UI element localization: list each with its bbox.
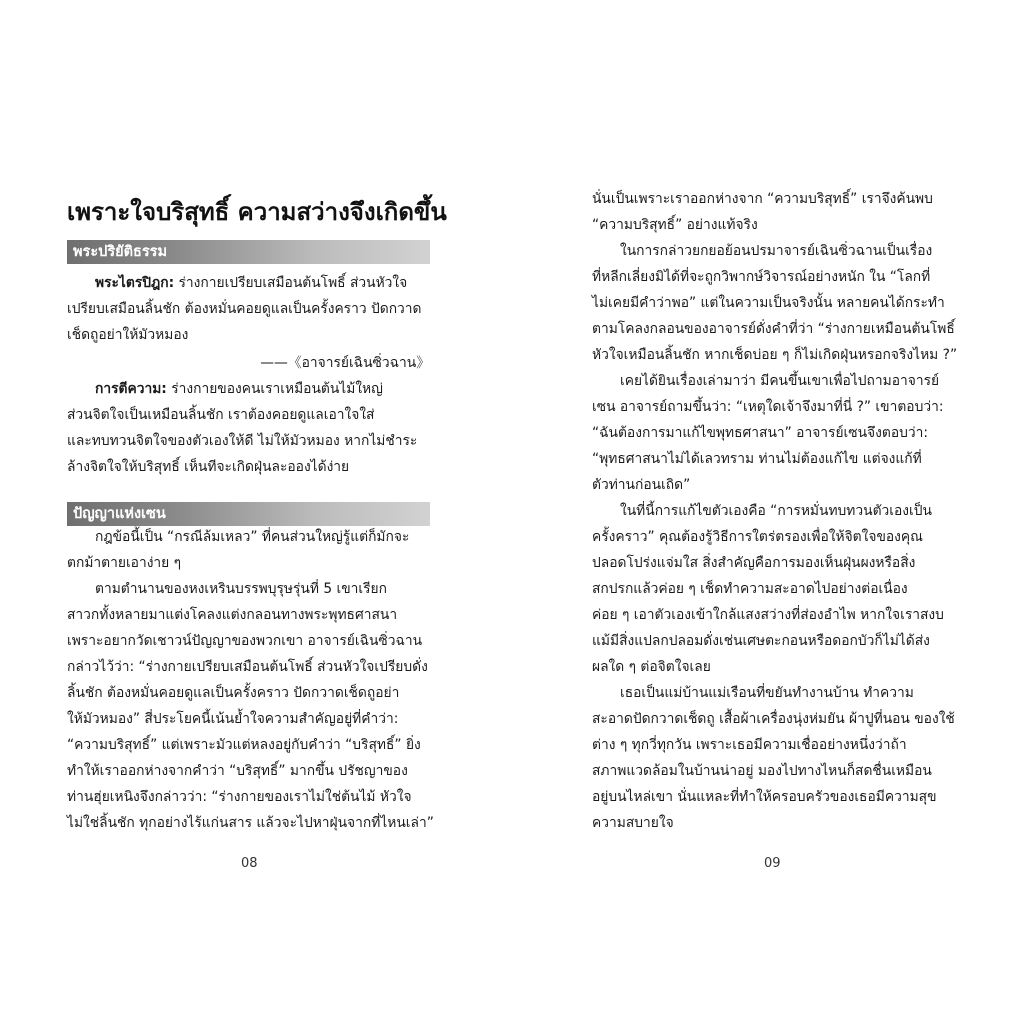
text-line: กฎข้อนี้เป็น “กรณีล้มเหลว” ที่คนส่วนใหญ่รู้แต่ก็มักจะ bbox=[95, 529, 410, 545]
section-heading-bar bbox=[67, 502, 430, 526]
text-line: ความสบายใจ bbox=[592, 815, 674, 831]
section-heading-bar bbox=[67, 240, 430, 264]
text-line: ท่านฮุ่ยเหนิงจึงกล่าวว่า: “ร่างกายของเราไม่ใช่ต้นไม้ หัวใจ bbox=[67, 789, 412, 805]
text-line: ส่วนจิตใจเป็นเหมือนลิ้นชัก เราต้องคอยดูแลเอาใจใส่ bbox=[67, 407, 375, 423]
text-line: เช็ดถูอย่าให้มัวหมอง bbox=[67, 327, 189, 343]
text-line: พระไตรปิฎก: ร่างกายเปรียบเสมือนต้นโพธิ์ ส่วนหัวใจ bbox=[95, 275, 408, 291]
text-line: ปลอดโปร่งแจ่มใส สิ่งสำคัญคือการมองเห็นฝุ่นผงหรือสิ่ง bbox=[592, 555, 916, 571]
right-page-body bbox=[592, 186, 957, 836]
text-line: เธอเป็นแม่บ้านแม่เรือนที่ขยันทำงานบ้าน ทำความ bbox=[620, 685, 914, 701]
section-heading-dharma: พระปริยัติธรรม bbox=[73, 244, 168, 260]
section-heading-zen-wisdom: ปัญญาแห่งเซน bbox=[73, 506, 166, 522]
text-line: ตกม้าตายเอาง่าย ๆ bbox=[67, 555, 182, 571]
page-number-left: 08 bbox=[241, 856, 258, 871]
text-line: ในการกล่าวยกยอย้อนปรมาจารย์เฉินซิ่วฉานเป็นเรื่อง bbox=[620, 243, 933, 259]
text-line: ตามตำนานของหงเหรินบรรพบุรุษรุ่นที่ 5 เขาเรียก bbox=[95, 581, 387, 597]
text-line: สะอาดปัดกวาดเช็ดถู เสื้อผ้าเครื่องนุ่งห่มยัน ผ้าปูที่นอน ของใช้ bbox=[592, 711, 955, 727]
text-line: ล้างจิตใจให้บริสุทธิ์ เห็นทีจะเกิดฝุ่นละอองได้ง่าย bbox=[67, 459, 350, 475]
text-line: สกปรกแล้วค่อย ๆ เช็ดทำความสะอาดไปอย่างต่อเนื่อง bbox=[592, 581, 908, 597]
text-line: เพราะอยากวัดเชาวน์ปัญญาของพวกเขา อาจารย์เฉินซิ่วฉาน bbox=[67, 633, 423, 649]
text-line: สภาพแวดล้อมในบ้านน่าอยู่ มองไปทางไหนก็สดชื่นเหมือน bbox=[592, 763, 932, 779]
text-line: แม้มีสิ่งแปลกปลอมดั่งเช่นเศษตะกอนหรือดอกบัวก็ไม่ได้ส่ง bbox=[592, 633, 930, 649]
text-line: เปรียบเสมือนลิ้นชัก ต้องหมั่นคอยดูแลเป็นครั้งคราว ปัดกวาด bbox=[67, 301, 422, 317]
zen-wisdom-body bbox=[67, 524, 434, 836]
text-line: ให้มัวหมอง” สี่ประโยคนี้เน้นย้ำใจความสำคัญอยู่ที่คำว่า: bbox=[67, 711, 399, 727]
text-line: “ความบริสุทธิ์” อย่างแท้จริง bbox=[592, 217, 758, 233]
text-line: กล่าวไว้ว่า: “ร่างกายเปรียบเสมือนต้นโพธิ์ ส่วนหัวใจเปรียบดั่ง bbox=[67, 659, 428, 675]
chapter-title: เพราะใจบริสุทธิ์ ความสว่างจึงเกิดขึ้น bbox=[67, 198, 447, 226]
text-line: การตีความ: ร่างกายของคนเราเหมือนต้นไม้ใหญ่ bbox=[95, 381, 383, 397]
text-line: ไม่ใช่ลิ้นชัก ทุกอย่างไร้แก่นสาร แล้วจะไปหาฝุ่นจากที่ไหนเล่า” bbox=[67, 815, 434, 831]
text-line: ลิ้นชัก ต้องหมั่นคอยดูแลเป็นครั้งคราว ปัดกวาดเช็ดถูอย่า bbox=[67, 685, 400, 701]
text-line: “ความบริสุทธิ์” แต่เพราะมัวแต่หลงอยู่กับคำว่า “บริสุทธิ์” ยิ่ง bbox=[67, 737, 421, 753]
text-line: ผลใด ๆ ต่อจิตใจเลย bbox=[592, 659, 711, 675]
text-line: ทำให้เราออกห่างจากคำว่า “บริสุทธิ์” มากขึ้น ปรัชญาของ bbox=[67, 763, 408, 779]
text-line: อยู่บนไหล่เขา นั่นแหละที่ทำให้ครอบครัวของเธอมีความสุข bbox=[592, 789, 937, 805]
interpretation-paragraph bbox=[67, 376, 430, 480]
text-line: เซน อาจารย์ถามขึ้นว่า: “เหตุใดเจ้าจึงมาที่นี่ ?” เขาตอบว่า: bbox=[592, 399, 944, 415]
text-line: นั่นเป็นเพราะเราออกห่างจาก “ความบริสุทธิ์” เราจึงค้นพบ bbox=[592, 191, 933, 207]
text-line: ไม่เคยมีคำว่าพอ” แต่ในความเป็นจริงนั้น หลายคนได้กระทำ bbox=[592, 295, 945, 311]
text-line: ครั้งคราว” คุณต้องรู้วิธีการใตร่ตรองเพื่อให้จิตใจของคุณ bbox=[592, 529, 923, 545]
text-line: ตัวท่านก่อนเถิด” bbox=[592, 477, 691, 493]
page-number-right: 09 bbox=[764, 856, 781, 871]
right-page bbox=[512, 0, 1024, 1024]
text-line: หัวใจเหมือนลิ้นชัก หากเช็ดบ่อย ๆ ก็ไม่เกิดฝุ่นหรอกจริงไหม ?” bbox=[592, 347, 958, 363]
scripture-paragraph bbox=[67, 270, 430, 348]
interpretation-label: การตีความ: bbox=[95, 381, 167, 397]
text-line: “พุทธศาสนาไม่ได้เลวทราม ท่านไม่ต้องแก้ไข แต่จงแก้ที่ bbox=[592, 451, 922, 467]
text-line: ค่อย ๆ เอาตัวเองเข้าใกล้แสงสว่างที่ส่องอำไพ หากใจเราสงบ bbox=[592, 607, 944, 623]
text-line: “ฉันต้องการมาแก้ไขพุทธศาสนา” อาจารย์เซนจึงตอบว่า: bbox=[592, 425, 929, 441]
scripture-label: พระไตรปิฎก: bbox=[95, 275, 175, 291]
text-line: ตามโคลงกลอนของอาจารย์ดั่งคำที่ว่า “ร่างกายเหมือนต้นโพธิ์ bbox=[592, 321, 955, 337]
text-line: ในที่นี้การแก้ไขตัวเองคือ “การหมั่นทบทวนตัวเองเป็น bbox=[620, 503, 932, 519]
text-line: ต่าง ๆ ทุกวี่ทุกวัน เพราะเธอมีความเชื่ออย่างหนึ่งว่าถ้า bbox=[592, 737, 907, 753]
text-line: เคยได้ยินเรื่องเล่ามาว่า มีคนขึ้นเขาเพื่อไปถามอาจารย์ bbox=[620, 373, 940, 389]
text-line: สาวกทั้งหลายมาแต่งโคลงแต่งกลอนทางพระพุทธศาสนา bbox=[67, 607, 398, 623]
text-line: และทบทวนจิตใจของตัวเองให้ดี ไม่ให้มัวหมอง หากไม่ชำระ bbox=[67, 433, 418, 449]
text-line: ที่หลีกเลี่ยงมิได้ที่จะถูกวิพากษ์วิจารณ์อย่างหนัก ใน “โลกที่ bbox=[592, 269, 931, 285]
quote-attribution: ——《อาจารย์เฉินซิ่วฉาน》 bbox=[260, 355, 430, 371]
